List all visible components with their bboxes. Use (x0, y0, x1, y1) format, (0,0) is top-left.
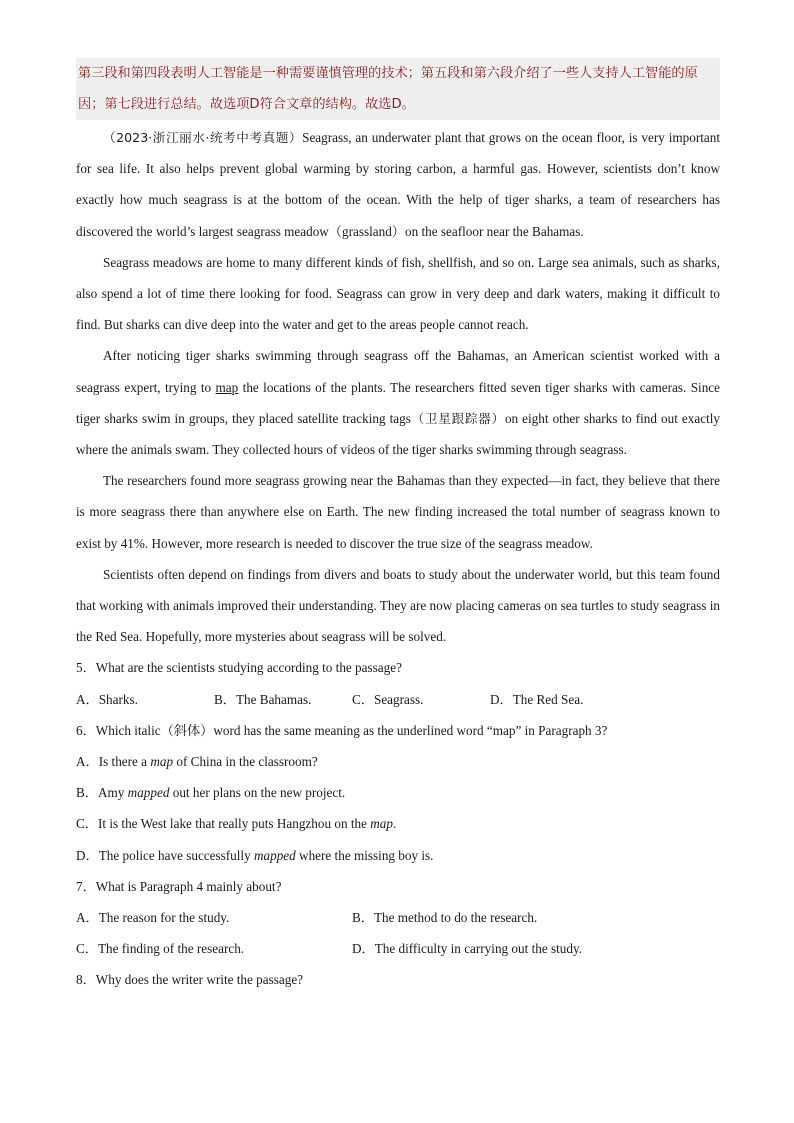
question-7-stem: 7．What is Paragraph 4 mainly about? (76, 878, 282, 894)
paragraph-4: The researchers found more seagrass growing near the Bahamas than they expected—in fact, they believe that there is more seagrass there than anywhere else on Earth. The new finding increased the total number of seagrass known to exist by 41%. However, more research is needed to discover the true size of the seagrass meadow. (76, 473, 720, 551)
question-7-options-row-1 (76, 902, 720, 933)
question-6-stem: 6．Which italic（斜体）word has the same meaning as the underlined word “map” in Paragraph 3? (76, 722, 608, 738)
q6-a-post: of China in the classroom? (173, 754, 318, 770)
underlined-word-map: map (215, 379, 239, 395)
q7-option-d: D．The difficulty in carrying out the study. (352, 941, 583, 957)
paragraph-5: Scientists often depend on findings from divers and boats to study about the underwater world, but this team found that working with animals improved their understanding. They are now placing cameras on sea turtles to study seagrass in the Red Sea. Hopefully, more mysteries about seagrass will be solved. (76, 566, 720, 645)
document-page (76, 58, 720, 996)
paragraph-3-text-a: After noticing tiger sharks swimming through seagrass off the Bahamas, an American scientist worked with a seagrass expert, trying to (76, 348, 720, 395)
q6-b-post: out her plans on the new project. (169, 785, 346, 801)
question-5-stem: 5．What are the scientists studying according to the passage? (76, 660, 402, 676)
q7-option-b: B．The method to do the research. (352, 910, 538, 926)
q6-b-italic: mapped (127, 785, 170, 801)
q5-option-a: A．Sharks. (76, 691, 138, 707)
paragraph-3-text-b: the locations of the plants. The researchers fitted seven tiger sharks with cameras. Since tiger sharks swim in groups, they placed satellite tracking tags (76, 379, 720, 426)
q6-d-pre: D．The police have successfully (76, 847, 254, 863)
answer-explanation: 第三段和第四段表明人工智能是一种需要谨慎管理的技术；第五段和第六段介绍了一些人支持人工智能的原因；第七段进行总结。故选项D符合文章的结构。故选D。 (76, 58, 720, 120)
q6-option-a (76, 746, 720, 777)
paragraph-3-chinese-note: （卫星跟踪器） (410, 410, 505, 426)
q6-a-italic: map (150, 754, 174, 770)
question-8-stem: 8．Why does the writer write the passage? (76, 972, 304, 988)
paragraph-1 (76, 122, 720, 247)
q6-c-italic: map (370, 816, 393, 832)
q5-option-b: B．The Bahamas. (214, 691, 312, 707)
q6-option-b (76, 777, 720, 808)
paragraph-3-text-c: on eight other sharks to find out exactly where the animals swam. They collected hours of videos of the tiger sharks swimming through seagrass. (76, 410, 720, 458)
q6-a-pre: A．Is there a (76, 754, 151, 770)
q6-option-d (76, 840, 720, 871)
paragraph-2: Seagrass meadows are home to many different kinds of fish, shellfish, and so on. Large sea animals, such as sharks, also spend a lot of time there looking for food. Seagrass can grow in very deep and dark waters, making it difficult to find. But sharks can dive deep into the water and get to the areas people cannot reach. (76, 254, 720, 333)
q7-option-a: A．The reason for the study. (76, 910, 230, 926)
paragraph-3 (76, 340, 720, 465)
question-7-options-row-2 (76, 933, 720, 964)
question-5-options (76, 684, 720, 715)
q6-c-pre: C．It is the West lake that really puts Hangzhou on the (76, 816, 371, 832)
q6-d-italic: mapped (253, 847, 296, 863)
q6-b-pre: B．Amy (76, 785, 128, 801)
q6-d-post: where the missing boy is. (295, 847, 434, 863)
q7-option-c: C．The finding of the research. (76, 941, 245, 957)
q6-c-post: . (392, 816, 397, 832)
q6-option-c (76, 808, 720, 839)
q5-option-d: D．The Red Sea. (490, 691, 584, 707)
paragraph-1-text: Seagrass, an underwater plant that grows on the ocean floor, is very important for sea life. It also helps prevent global warming by storing carbon, a harmful gas. However, scientists don’t know exactly how much seagrass is at the bottom of the ocean. With the help of tiger sharks, a team of researchers has discovered the world’s largest seagrass meadow（grassland）on the seafloor near the Bahamas. (76, 130, 720, 239)
q5-option-c: C．Seagrass. (352, 691, 424, 707)
question-source: （2023·浙江丽水·统考中考真题） (103, 130, 303, 145)
